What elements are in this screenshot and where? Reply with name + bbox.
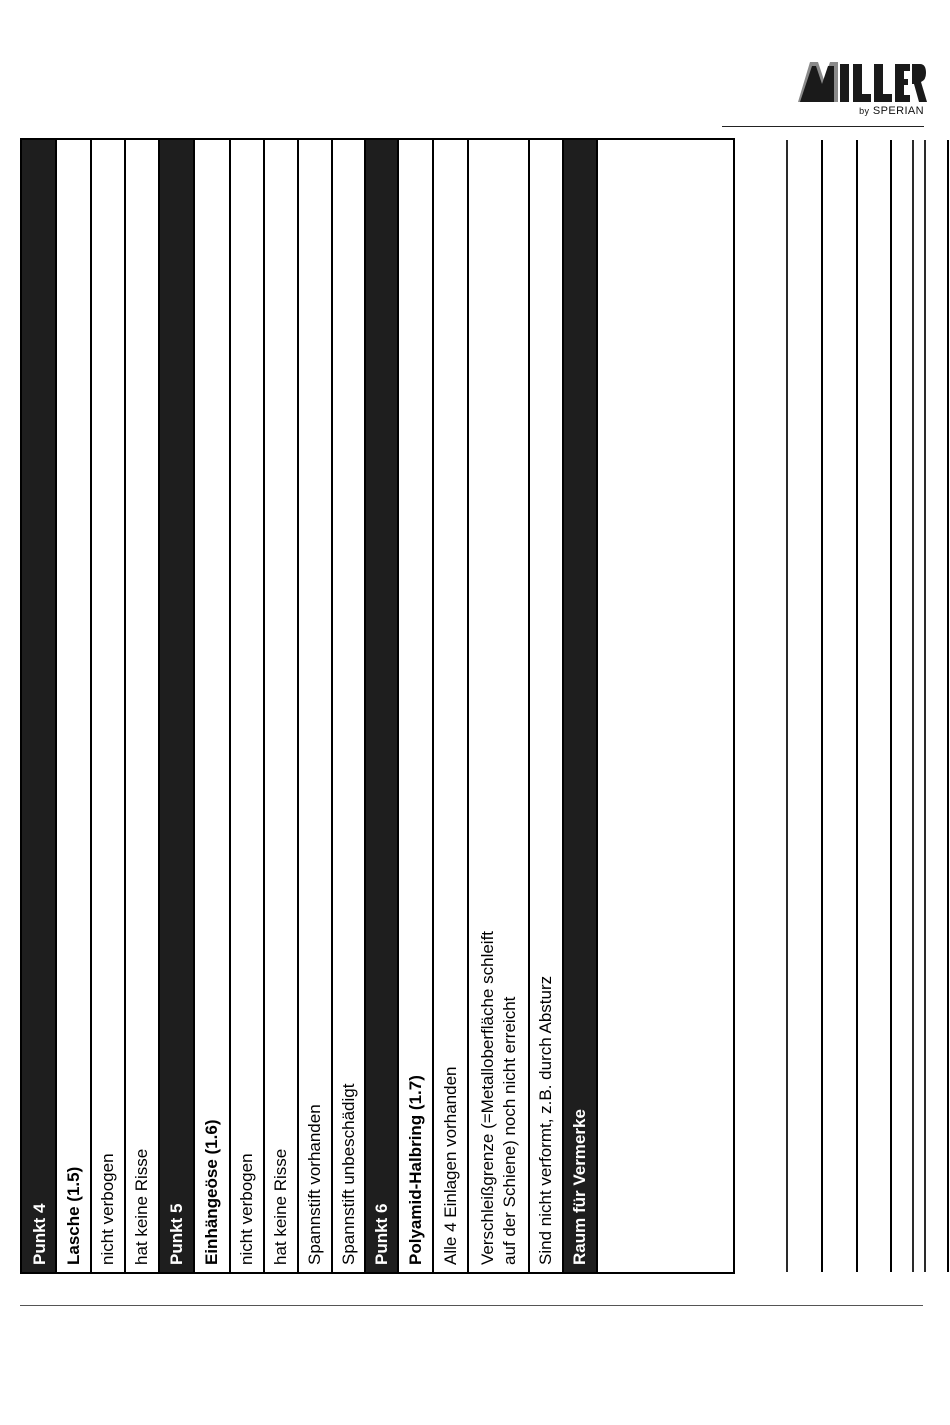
miller-logo bbox=[796, 58, 928, 122]
row-label: Spannstift vorhanden bbox=[305, 1104, 325, 1265]
miller-wordmark bbox=[796, 58, 928, 108]
row-label: Alle 4 Einlagen vorhanden bbox=[440, 1066, 460, 1265]
row-item bbox=[231, 140, 265, 1272]
inspection-table bbox=[20, 138, 735, 1274]
row-label: Lasche (1.5) bbox=[63, 1166, 83, 1265]
remarks-area[interactable] bbox=[598, 140, 733, 1272]
row-label-line: auf der Schiene) noch nicht erreicht bbox=[499, 996, 519, 1265]
logo-by: by bbox=[859, 106, 870, 116]
row-label bbox=[469, 508, 528, 1272]
row-item bbox=[530, 140, 564, 1272]
row-header-punkt-5 bbox=[160, 140, 195, 1272]
logo-maker: SPERIAN bbox=[872, 105, 924, 117]
row-label: Polyamid-Halbring (1.7) bbox=[405, 1075, 425, 1265]
remarks-text bbox=[598, 508, 731, 1272]
row-label: Sind nicht verformt, z.B. durch Absturz bbox=[536, 975, 556, 1265]
row-label: Einhängeöse (1.6) bbox=[202, 1119, 222, 1265]
row-label: hat keine Risse bbox=[271, 1148, 291, 1265]
row-label: Punkt 4 bbox=[29, 1203, 49, 1265]
row-label: nicht verbogen bbox=[98, 1153, 118, 1265]
check-cell bbox=[924, 140, 950, 1272]
row-item bbox=[265, 140, 299, 1272]
row-label-line: Verschleißgrenze (=Metalloberfläche schleift bbox=[478, 930, 498, 1265]
row-item bbox=[92, 140, 126, 1272]
row-item bbox=[126, 140, 160, 1272]
row-label: hat keine Risse bbox=[132, 1148, 152, 1265]
header-rule bbox=[722, 126, 924, 127]
row-item bbox=[434, 140, 469, 1272]
logo-subtitle bbox=[859, 105, 924, 117]
row-label: nicht verbogen bbox=[237, 1153, 257, 1265]
footer-rule bbox=[20, 1305, 923, 1306]
row-header-raum-fuer-vermerke bbox=[564, 140, 598, 1272]
row-header-punkt-4 bbox=[22, 140, 57, 1272]
row-item bbox=[299, 140, 333, 1272]
row-header-punkt-6 bbox=[366, 140, 399, 1272]
row-item bbox=[469, 140, 530, 1272]
row-label: Punkt 5 bbox=[166, 1203, 186, 1265]
row-section-einhaengeoese bbox=[195, 140, 231, 1272]
row-section-polyamid-halbring bbox=[399, 140, 434, 1272]
row-item bbox=[333, 140, 366, 1272]
row-label: Punkt 6 bbox=[371, 1203, 391, 1265]
row-section-lasche bbox=[57, 140, 92, 1272]
row-label: Raum für Vermerke bbox=[570, 1109, 590, 1265]
row-label: Spannstift unbeschädigt bbox=[338, 1083, 358, 1265]
